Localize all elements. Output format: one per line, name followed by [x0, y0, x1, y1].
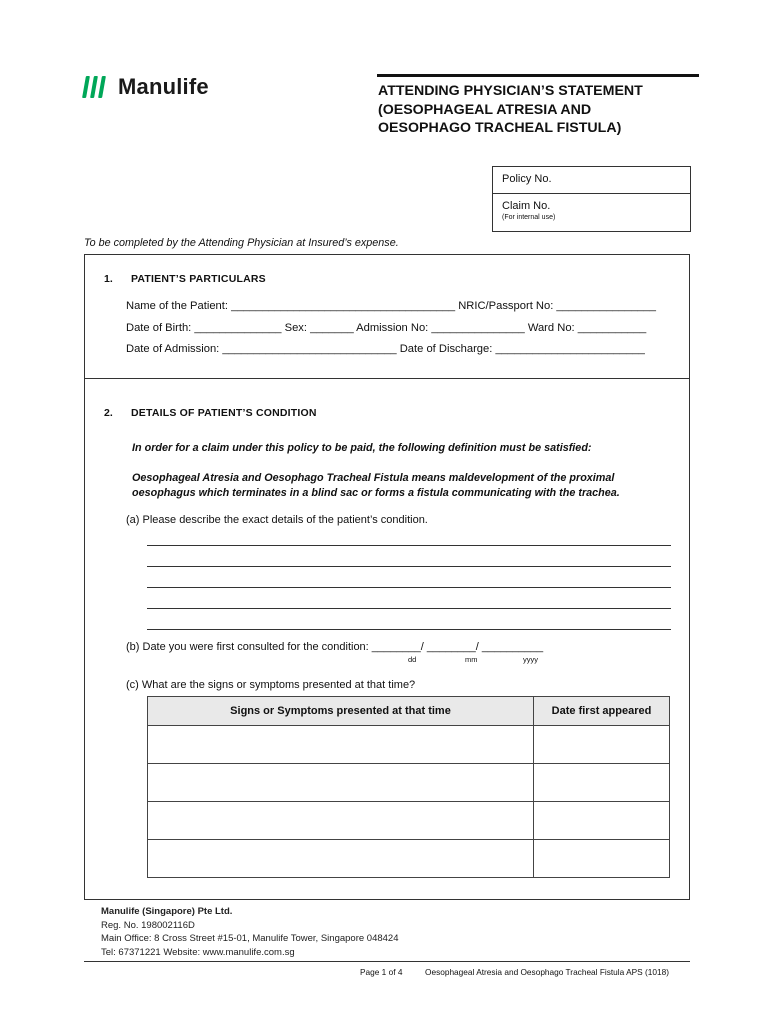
signs-symptoms-header: Signs or Symptoms presented at that time [148, 697, 534, 726]
manulife-logo-mark-icon [84, 76, 104, 98]
answer-line-5[interactable] [147, 629, 671, 630]
section-2-number: 2. [104, 407, 113, 419]
table-row [148, 726, 670, 764]
symptom-cell[interactable] [148, 764, 534, 802]
policy-no-field[interactable] [493, 167, 690, 194]
question-a: (a) Please describe the exact details of the patient’s condition. [126, 514, 428, 526]
claim-requirement-text: In order for a claim under this policy to be paid, the following definition must be satisfied: [132, 442, 592, 454]
company-info [101, 905, 399, 959]
dob-sex-admission-ward-line[interactable]: Date of Birth: ______________ Sex: _______ Admission No: _______________ Ward No: ___________ [126, 322, 647, 334]
title-rule [377, 74, 699, 77]
section-1-number: 1. [104, 273, 113, 285]
section-2-title: DETAILS OF PATIENT’S CONDITION [131, 407, 317, 419]
symptoms-table [147, 696, 670, 878]
date-cell[interactable] [534, 764, 670, 802]
symptoms-table-header [148, 697, 670, 726]
document-code: Oesophageal Atresia and Oesophago Tracheal Fistula APS (1018) [425, 967, 669, 977]
yyyy-label: yyyy [523, 655, 538, 664]
dd-label: dd [408, 655, 417, 664]
page-number: Page 1 of 4 [360, 967, 403, 977]
title-line-1: ATTENDING PHYSICIAN’S STATEMENT [378, 83, 643, 99]
answer-line-2[interactable] [147, 566, 671, 567]
definition-line-2: oesophagus which terminates in a blind sac or forms a fistula communicating with the trachea. [132, 487, 620, 499]
date-first-appeared-header: Date first appeared [534, 697, 670, 726]
table-row [148, 764, 670, 802]
question-b[interactable]: (b) Date you were first consulted for the condition: ________/ ________/ __________ [126, 641, 544, 653]
claim-no-field[interactable] [493, 194, 690, 221]
policy-no-label: Policy No. [502, 173, 552, 185]
company-office: Main Office: 8 Cross Street #15-01, Manulife Tower, Singapore 048424 [101, 933, 399, 944]
manulife-logo [84, 74, 209, 100]
answer-line-1[interactable] [147, 545, 671, 546]
symptom-cell[interactable] [148, 726, 534, 764]
symptom-cell[interactable] [148, 840, 534, 878]
title-line-3: OESOPHAGO TRACHEAL FISTULA) [378, 120, 622, 136]
mm-label: mm [465, 655, 478, 664]
logo-text: Manulife [118, 74, 209, 99]
patient-name-nric-line[interactable]: Name of the Patient: ____________________________________ NRIC/Passport No: ________________ [126, 300, 656, 312]
claim-no-label: Claim No. [502, 200, 551, 212]
footer-rule [84, 961, 690, 962]
admission-discharge-date-line[interactable]: Date of Admission: ____________________________ Date of Discharge: ________________________ [126, 343, 645, 355]
section-divider [84, 378, 690, 379]
company-reg: Reg. No. 198002116D [101, 919, 195, 931]
answer-line-4[interactable] [147, 608, 671, 609]
date-cell[interactable] [534, 840, 670, 878]
intro-instruction: To be completed by the Attending Physician at Insured’s expense. [84, 237, 399, 249]
company-name: Manulife (Singapore) Pte Ltd. [101, 906, 233, 917]
table-row [148, 840, 670, 878]
table-row [148, 802, 670, 840]
title-line-2: (OESOPHAGEAL ATRESIA AND [378, 101, 592, 118]
policy-claim-box [492, 166, 691, 232]
company-contact: Tel: 67371221 Website: www.manulife.com.sg [101, 946, 295, 958]
section-1-title: PATIENT’S PARTICULARS [131, 273, 266, 285]
definition-line-1: Oesophageal Atresia and Oesophago Tracheal Fistula means maldevelopment of the proximal [132, 472, 615, 484]
page-title [378, 82, 698, 138]
answer-line-3[interactable] [147, 587, 671, 588]
internal-use-note: (For internal use) [502, 214, 556, 221]
symptom-cell[interactable] [148, 802, 534, 840]
date-cell[interactable] [534, 726, 670, 764]
question-c: (c) What are the signs or symptoms presented at that time? [126, 679, 416, 691]
date-cell[interactable] [534, 802, 670, 840]
